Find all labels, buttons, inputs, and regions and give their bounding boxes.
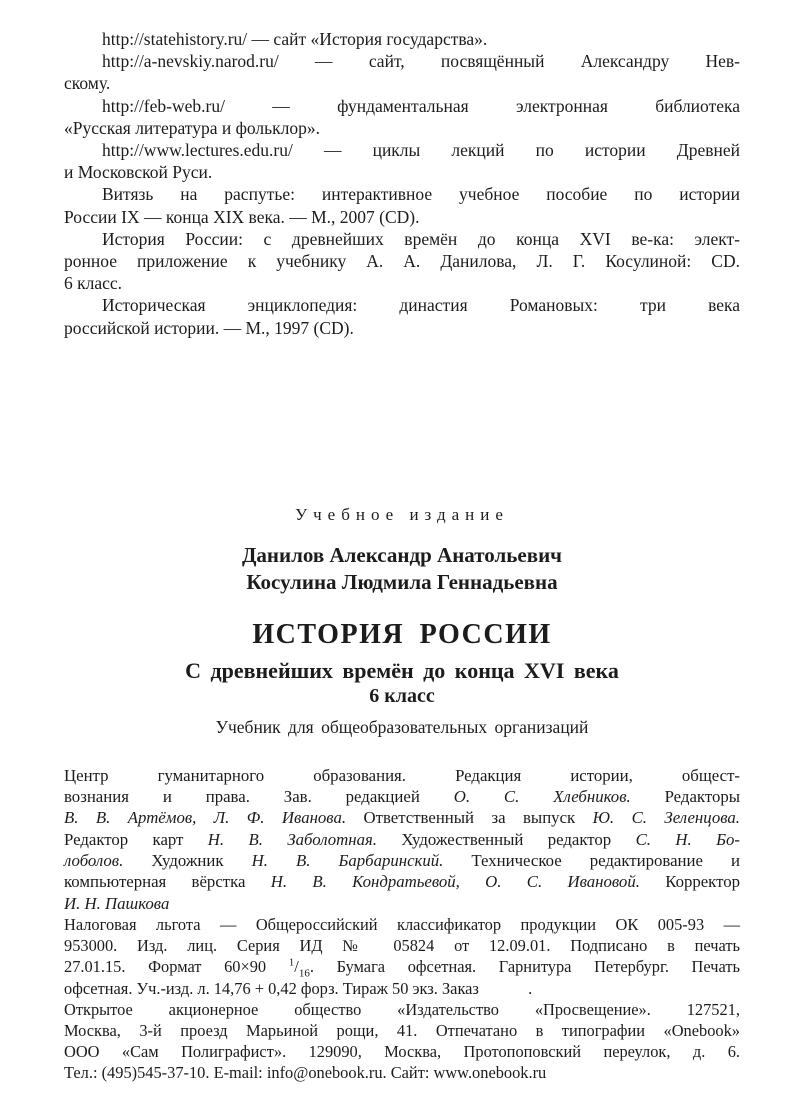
person-name: Ю. С. Зеленцова.: [592, 808, 740, 828]
text-span: компьютерная вёрстка: [64, 872, 271, 892]
text-span: Художественный редактор: [376, 829, 636, 849]
text-line: Открытое акционерное общество «Издательство «Просвещение». 127521,: [64, 999, 740, 1019]
person-name: Н. В. Заболотная.: [207, 829, 377, 849]
author-name: Косулина Людмила Геннадьевна: [246, 569, 558, 594]
text-line: http://www.lectures.edu.ru/ — циклы лекций по истории Древней: [102, 140, 740, 161]
person-name: И. Н. Пашкова: [64, 893, 170, 913]
text-line: [64, 829, 740, 850]
book-subtitle: С древнейших времён до конца XVI века: [185, 657, 619, 683]
text-span: Корректор: [639, 872, 741, 892]
text-line: Витязь на распутье: интерактивное учебное пособие по истории: [102, 184, 740, 205]
text-span: Редактор карт: [64, 829, 208, 849]
text-line: [64, 850, 740, 871]
book-title: ИСТОРИЯ РОССИИ: [252, 618, 552, 650]
fraction-denominator: 16: [298, 967, 310, 980]
text-line: http://feb-web.ru/ — фундаментальная электронная библиотека: [102, 95, 740, 116]
person-name: Н. В. Кондратьевой, О. С. Ивановой.: [270, 872, 640, 892]
text-line: российской истории. — М., 1997 (CD).: [64, 317, 354, 338]
text-line: История России: с древнейших времён до конца XVI ве-ка: элект-: [102, 228, 740, 249]
person-name: С. Н. Бо-: [635, 829, 740, 849]
text-line: Налоговая льгота — Общероссийский классификатор продукции ОК 005-93 —: [64, 914, 740, 934]
text-line: России IX — конца XIX века. — М., 2007 (CD).: [64, 206, 420, 227]
text-line: Москва, 3-й проезд Марьиной рощи, 41. Отпечатано в типографии «Onebook»: [64, 1020, 740, 1040]
text-span: Ответственный за выпуск: [346, 808, 593, 828]
text-line: офсетная. Уч.-изд. л. 14,76 + 0,42 форз. Тираж 50 экз. Заказ .: [64, 978, 533, 998]
book-grade: 6 класс: [369, 684, 435, 707]
person-name: лоболов.: [64, 851, 124, 871]
text-line: Историческая энциклопедия: династия Романовых: три века: [102, 295, 740, 316]
text-span: Техническое редактирование и: [443, 851, 740, 871]
person-name: В. В. Артёмов, Л. Ф. Иванова.: [64, 808, 347, 828]
edition-label: Учебное издание: [295, 504, 509, 524]
text-line: и Московской Руси.: [64, 162, 213, 183]
text-line: Центр гуманитарного образования. Редакция истории, общест-: [64, 765, 740, 785]
text-line: [64, 893, 740, 914]
text-line: скому.: [64, 73, 111, 94]
web-resources-list: [64, 28, 740, 339]
page-content: [64, 28, 740, 1084]
fraction-numerator: 1: [288, 956, 295, 969]
text-line: «Русская литература и фольклор».: [64, 117, 321, 138]
text-line: 6 класс.: [64, 273, 123, 294]
fraction-slash: /: [294, 957, 299, 977]
text-span: . Бумага офсетная. Гарнитура Петербург. Печать: [309, 957, 740, 977]
text-line: Тел.: (495)545-37-10. E-mail: info@onebook.ru. Сайт: www.onebook.ru: [64, 1063, 547, 1083]
text-line: http://statehistory.ru/ — сайт «История государства».: [102, 29, 488, 49]
text-span: 27.01.15. Формат 60×90: [64, 957, 289, 977]
text-line: ронное приложение к учебнику А. А. Данилова, Л. Г. Косулиной: CD.: [64, 251, 740, 272]
text-span: Художник: [123, 851, 252, 871]
editorial-staff: [64, 765, 740, 914]
authors: [64, 542, 740, 596]
text-line: http://a-nevskiy.narod.ru/ — сайт, посвящённый Александру Нев-: [102, 51, 740, 72]
person-name: Н. В. Барбаринский.: [251, 851, 444, 871]
text-line: [64, 807, 740, 828]
author-name: Данилов Александр Анатольевич: [241, 542, 563, 567]
print-data: [64, 914, 740, 999]
text-span: вознания и права. Зав. редакцией: [64, 787, 454, 807]
book-kind: Учебник для общеобразовательных организаций: [215, 716, 589, 737]
text-line: [64, 871, 740, 892]
text-line: [64, 956, 740, 980]
text-line: 953000. Изд. лиц. Серия ИД № 05824 от 12.09.01. Подписано в печать: [64, 936, 740, 956]
edition-notice: [64, 505, 740, 738]
text-line: [64, 786, 740, 807]
text-span: Редакторы: [630, 787, 740, 807]
publisher-info: [64, 999, 740, 1084]
text-line: ООО «Сам Полиграфист». 129090, Москва, Протопоповский переулок, д. 6.: [64, 1042, 740, 1062]
person-name: О. С. Хлебников.: [453, 787, 631, 807]
